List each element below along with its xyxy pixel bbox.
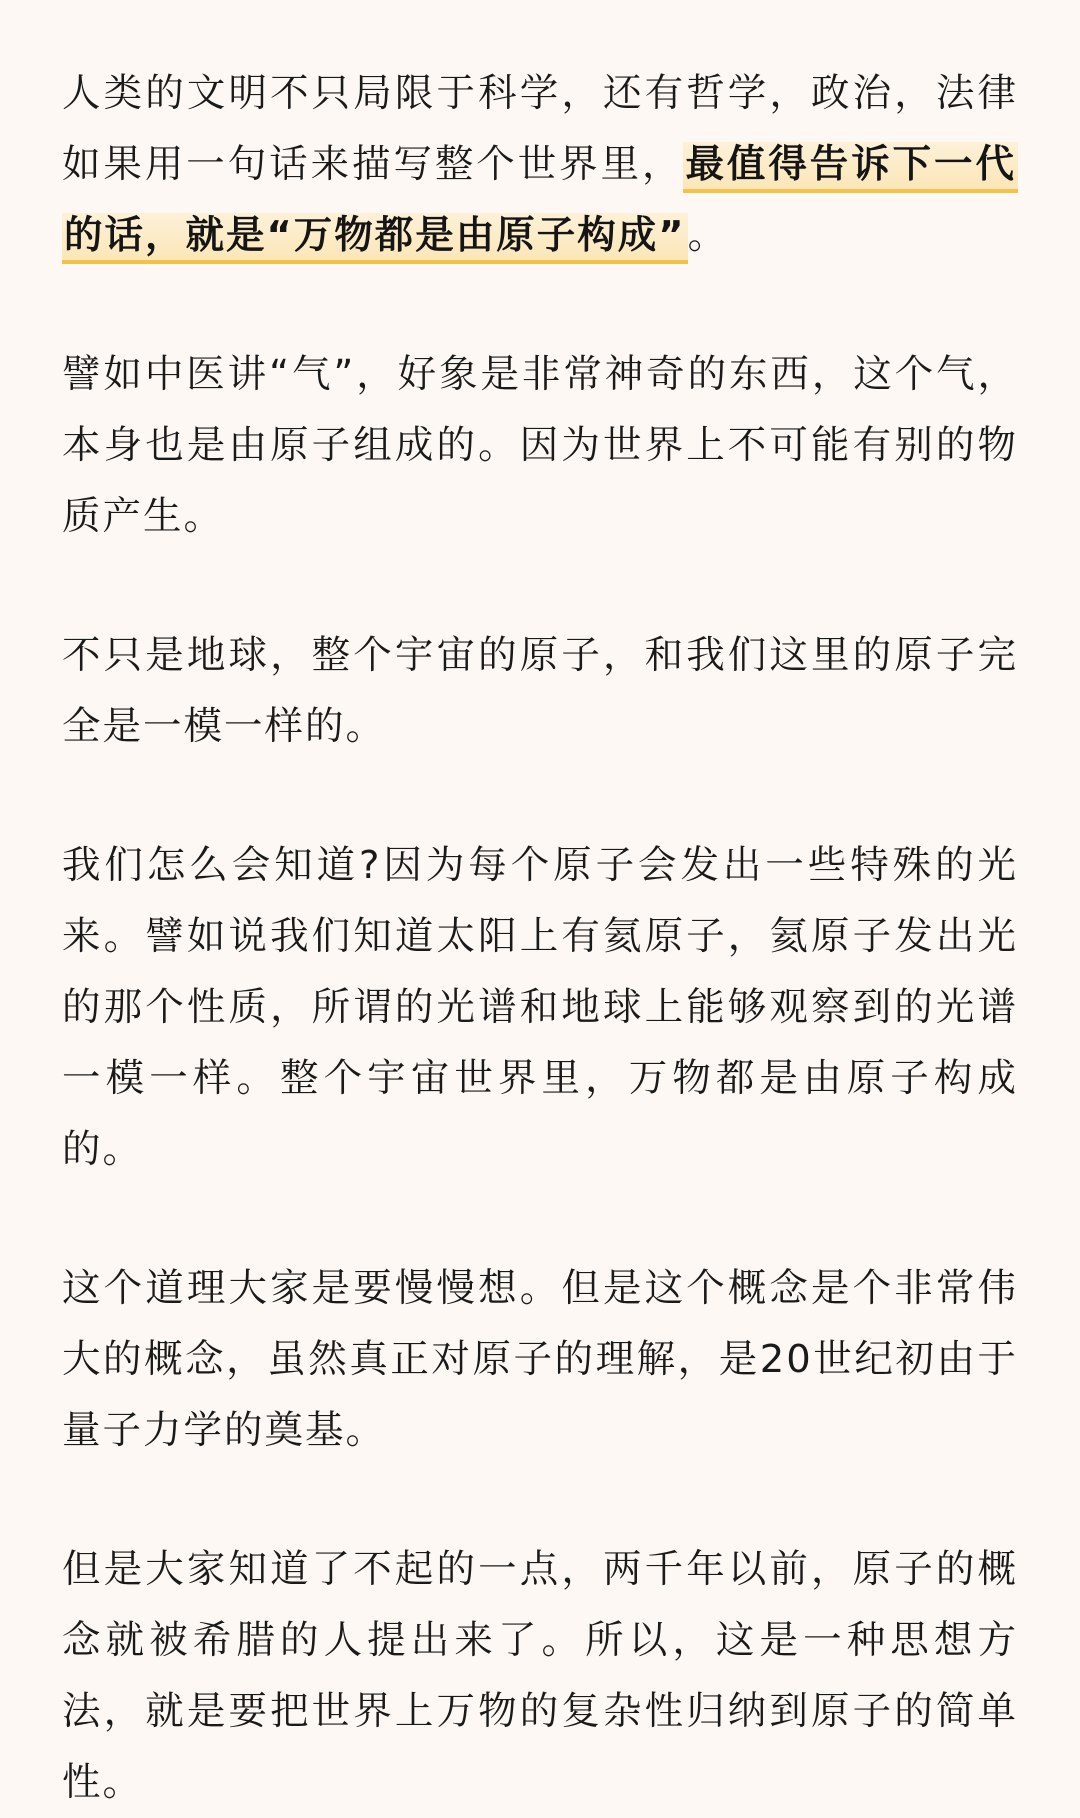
paragraph-4: 我们怎么会知道?因为每个原子会发出一些特殊的光来。譬如说我们知道太阳上有氦原子，氦原子发出光的那个性质，所谓的光谱和地球上能够观察到的光谱一模一样。整个宇宙世界里，万物都是由原子构成的。 bbox=[62, 843, 1018, 1172]
paragraph-3: 不只是地球，整个宇宙的原子，和我们这里的原子完全是一模一样的。 bbox=[62, 633, 1018, 749]
paragraph-1-text: 人类的文明不只局限于科学，还有哲学，政治，法律如果用一句话来描写整个世界里， bbox=[62, 71, 1018, 187]
paragraph-1 bbox=[62, 58, 1018, 271]
paragraph-1-end: 。 bbox=[687, 213, 729, 258]
paragraph-2: 譬如中医讲“气”，好象是非常神奇的东西，这个气，本身也是由原子组成的。因为世界上不可能有别的物质产生。 bbox=[62, 352, 1018, 539]
paragraph-6: 但是大家知道了不起的一点，两千年以前，原子的概念就被希腊的人提出来了。所以，这是一种思想方法，就是要把世界上万物的复杂性归纳到原子的简单性。 bbox=[62, 1547, 1018, 1805]
highlighted-quote[interactable]: 最值得告诉下一代的话，就是“万物都是由原子构成” bbox=[62, 142, 1018, 264]
paragraph-5: 这个道理大家是要慢慢想。但是这个概念是个非常伟大的概念，虽然真正对原子的理解，是20世纪初由于量子力学的奠基。 bbox=[62, 1266, 1018, 1453]
